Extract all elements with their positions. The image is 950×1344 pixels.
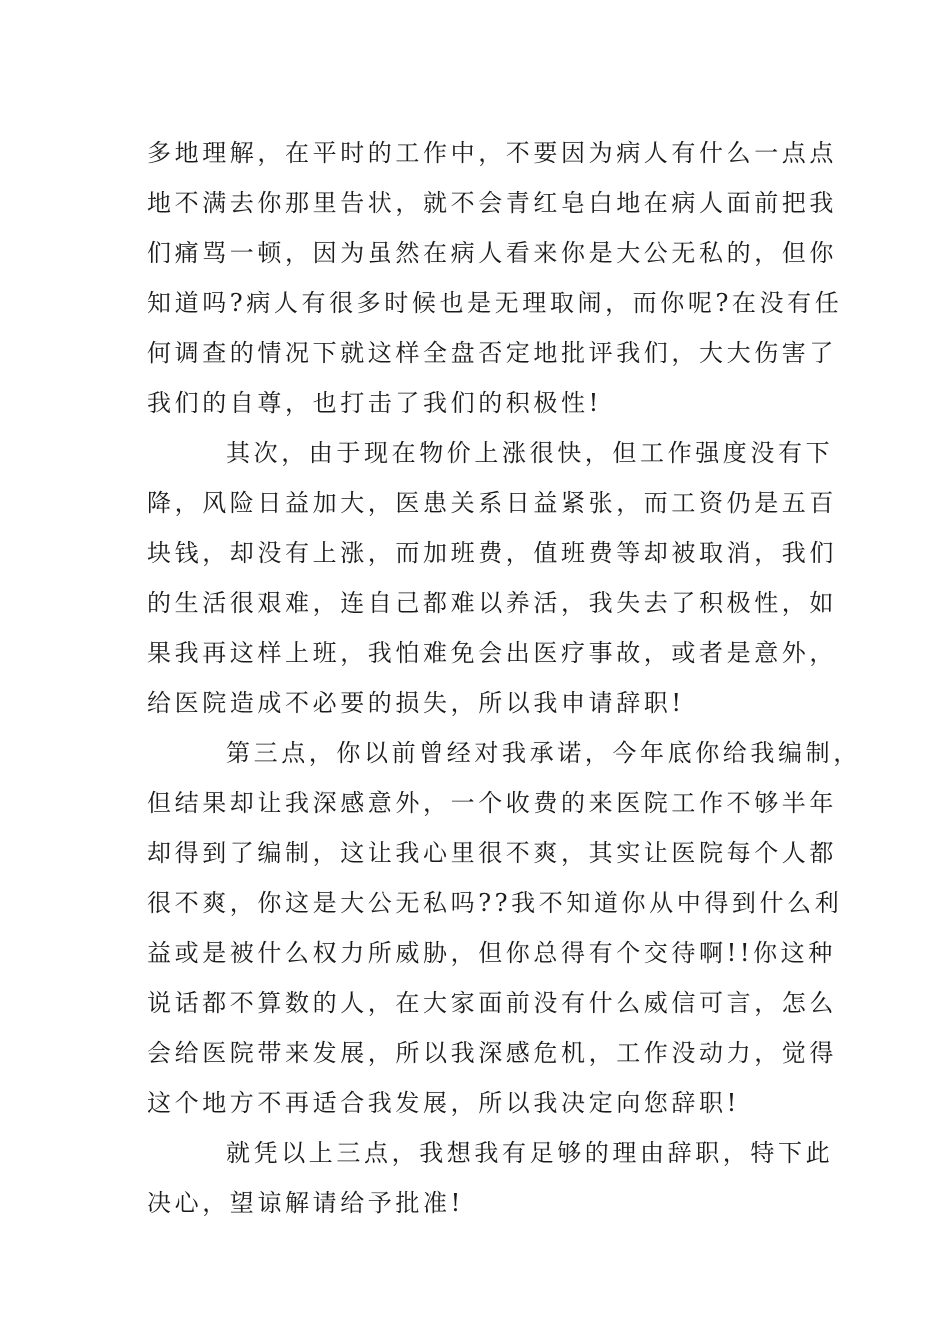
text-line: 益或是被什么权力所威胁，但你总得有个交待啊!!你这种 — [147, 939, 836, 967]
paragraph-start-line: 就凭以上三点，我想我有足够的理由辞职，特下此 — [226, 1139, 834, 1167]
paragraph-start-line: 第三点，你以前曾经对我承诺，今年底你给我编制， — [226, 739, 861, 767]
text-line: 会给医院带来发展，所以我深感危机，工作没动力，觉得 — [147, 1039, 837, 1067]
text-line: 这个地方不再适合我发展，所以我决定向您辞职! — [147, 1089, 740, 1117]
text-line: 很不爽，你这是大公无私吗??我不知道你从中得到什么利 — [147, 889, 843, 917]
text-line: 知道吗?病人有很多时候也是无理取闹，而你呢?在没有任 — [147, 289, 843, 317]
text-line: 何调查的情况下就这样全盘否定地批评我们，大大伤害了 — [147, 339, 837, 367]
text-line: 果我再这样上班，我怕难免会出医疗事故，或者是意外， — [147, 639, 837, 667]
text-line: 多地理解，在平时的工作中，不要因为病人有什么一点点 — [147, 139, 837, 167]
paragraph-start-line: 其次，由于现在物价上涨很快，但工作强度没有下 — [226, 439, 834, 467]
text-line: 们痛骂一顿，因为虽然在病人看来你是大公无私的，但你 — [147, 239, 837, 267]
text-line: 决心，望谅解请给予批准! — [147, 1189, 464, 1217]
text-line: 我们的自尊，也打击了我们的积极性! — [147, 389, 602, 417]
text-line: 但结果却让我深感意外，一个收费的来医院工作不够半年 — [147, 789, 837, 817]
text-line: 地不满去你那里告状，就不会青红皂白地在病人面前把我 — [147, 189, 837, 217]
text-line: 说话都不算数的人，在大家面前没有什么威信可言，怎么 — [147, 989, 837, 1017]
text-line: 块钱，却没有上涨，而加班费，值班费等却被取消，我们 — [147, 539, 837, 567]
text-line: 却得到了编制，这让我心里很不爽，其实让医院每个人都 — [147, 839, 837, 867]
document-body — [147, 128, 861, 1228]
text-line: 给医院造成不必要的损失，所以我申请辞职! — [147, 689, 685, 717]
text-line: 的生活很艰难，连自己都难以养活，我失去了积极性，如 — [147, 589, 837, 617]
text-line: 降，风险日益加大，医患关系日益紧张，而工资仍是五百 — [147, 489, 837, 517]
